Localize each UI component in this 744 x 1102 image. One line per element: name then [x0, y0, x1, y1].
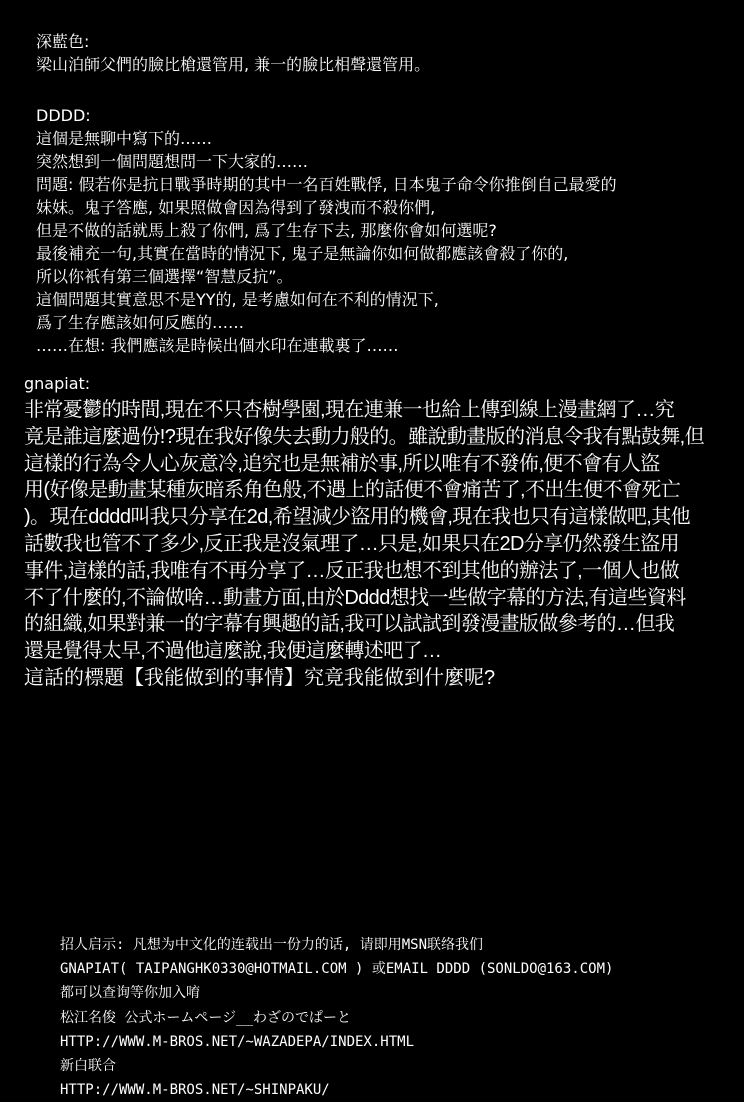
comment-line: 還是覺得太早,不過他這麼說,我便這麼轉述吧了… [24, 640, 442, 663]
recruitment-notice: 招人启示: 凡想为中文化的连载出一份力的话, 请即用MSN联络我们 [60, 937, 483, 953]
group-name: 新白联合 [60, 1058, 116, 1075]
comment-line: 用(好像是動畫某種灰暗系角色般,不遇上的話便不會痛苦了,不出生便不會死亡 [24, 479, 681, 502]
comment-body [24, 397, 734, 692]
comment-line: 不了什麼的,不論做啥…動畫方面,由於Dddd想找一些做字幕的方法,有這些資料 [24, 586, 686, 609]
official-site-url: HTTP://WWW.M-BROS.NET/~WAZADEPA/INDEX.HTML [60, 1033, 415, 1050]
commenter-name: 深藍色: [36, 32, 90, 51]
comment-line: 的組織,如果對兼一的字幕有興趣的話,我可以試試到發漫畫版做參考的…但我 [24, 613, 675, 636]
official-site-title: 松江名俊 公式ホームページ__わざのでぱーと [60, 1009, 352, 1026]
group-url: HTTP://WWW.M-BROS.NET/~SHINPAKU/ [60, 1082, 330, 1099]
comment-line: 這個是無聊中寫下的…… [36, 129, 213, 148]
comment-line: 妹妹。鬼子答應, 如果照做會因為得到了發洩而不殺你們, [36, 198, 436, 217]
commenter-name: gnapiat: [24, 374, 91, 393]
comment-line: 但是不做的話就馬上殺了你們, 爲了生存下去, 那麼你會如何選呢? [36, 221, 497, 240]
comment-line: 問題: 假若你是抗日戰爭時期的其中一名百姓戰俘, 日本鬼子命令你推倒自己最愛的 [36, 175, 617, 194]
join-note: 都可以查询等你加入唷 [60, 985, 200, 1002]
comment-line: 梁山泊師父們的臉比槍還管用, 兼一的臉比相聲還管用。 [36, 55, 431, 74]
comment-line: ……在想: 我們應該是時候出個水印在連載裏了…… [36, 336, 399, 355]
comment-line: 爲了生存應該如何反應的…… [36, 313, 245, 332]
comment-line: 所以你衹有第三個選擇“智慧反抗”。 [36, 267, 293, 286]
comment-line: 非常憂鬱的時間,現在不只杏樹學園,現在連兼一也給上傳到線上漫畫網了…究 [24, 399, 675, 421]
contact-emails: GNAPIAT( TAIPANGHK0330@HOTMAIL.COM ) 或EMAIL DDDD (SONLDO@163.COM) [60, 961, 614, 978]
comment-line: 最後補充一句,其實在當時的情況下, 鬼子是無論你如何做都應該會殺了你的, [36, 244, 569, 263]
recruitment-footer [60, 933, 730, 1102]
comment-line: )。現在dddd叫我只分享在2d,希望減少盜用的機會,現在我也只有這樣做吧,其他 [24, 506, 691, 529]
comment-line: 竟是誰這麼過份!?現在我好像失去動力般的。雖說動畫版的消息令我有點鼓舞,但 [24, 425, 705, 448]
commenter-name: DDDD: [36, 106, 91, 125]
comment-line: 這樣的行為令人心灰意冷,追究也是無補於事,所以唯有不發佈,便不會有人盜 [24, 452, 660, 475]
chapter-title-line: 這話的標題【我能做到的事情】究竟我能做到什麼呢? [24, 666, 496, 689]
comment-line: 事件,這樣的話,我唯有不再分享了…反正我也想不到其他的辦法了,一個人也做 [24, 559, 680, 582]
comment-line: 話數我也管不了多少,反正我是沒氣理了…只是,如果只在2D分享仍然發生盜用 [24, 532, 680, 555]
translator-comment-1 [36, 30, 726, 76]
translator-comment-3 [24, 371, 734, 692]
comment-line: 這個問題其實意思不是YY的, 是考慮如何在不利的情況下, [36, 290, 439, 309]
comment-line: 突然想到一個問題想問一下大家的…… [36, 152, 309, 171]
translator-comment-2 [36, 104, 726, 357]
